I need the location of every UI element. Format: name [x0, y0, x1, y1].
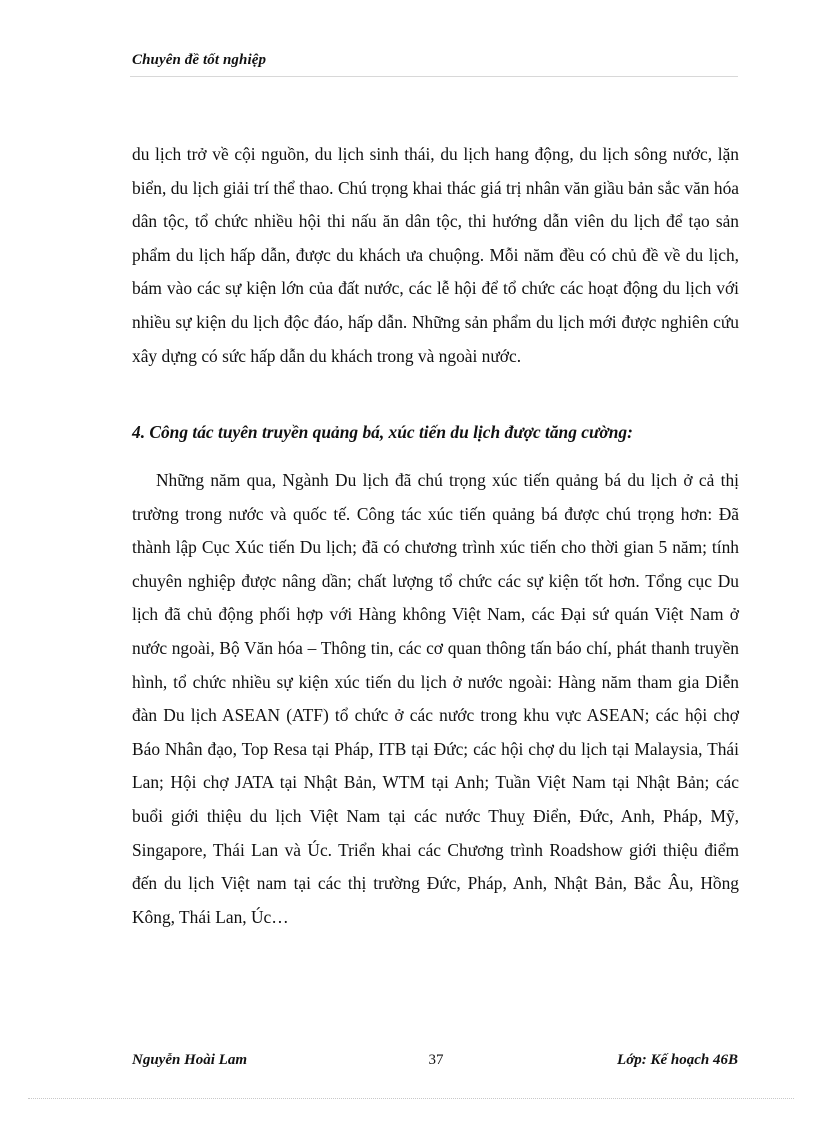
footer-class-label: Lớp: Kế hoạch 46B [617, 1052, 738, 1068]
body-paragraph-2: Những năm qua, Ngành Du lịch đã chú trọng xúc tiến quảng bá du lịch ở cả thị trường trong nước và quốc tế. Công tác xúc tiến quảng bá được chú trọng hơn: Đã thành lập Cục Xúc tiến Du lịch; đã có chương trình xúc tiến cho thời gian 5 năm; tính chuyên nghiệp được nâng dần; chất lượng tổ chức các sự kiện tốt hơn. Tổng cục Du lịch đã chủ động phối hợp với Hàng không Việt Nam, các Đại sứ quán Việt Nam ở nước ngoài, Bộ Văn hóa – Thông tin, các cơ quan thông tấn báo chí, phát thanh truyền hình, tổ chức nhiều sự kiện xúc tiến du lịch ở nước ngoài: Hàng năm tham gia Diễn đàn Du lịch ASEAN (ATF) tổ chức ở các nước trong khu vực ASEAN; các hội chợ Báo Nhân đạo, Top Resa tại Pháp, ITB tại Đức; các hội chợ du lịch tại Malaysia, Thái Lan; Hội chợ JATA tại Nhật Bản, WTM tại Anh; Tuần Việt Nam tại Nhật Bản; các buổi giới thiệu du lịch Việt Nam tại các nước Thuỵ Điển, Đức, Anh, Pháp, Mỹ, Singapore, Thái Lan và Úc. Triển khai các Chương trình Roadshow giới thiệu điểm đến du lịch Việt nam tại các thị trường Đức, Pháp, Anh, Nhật Bản, Bắc Âu, Hồng Kông, Thái Lan, Úc… [132, 470, 739, 927]
header-divider [130, 76, 738, 77]
page-header-title: Chuyên đề tốt nghiệp [132, 52, 267, 68]
body-paragraph-1: du lịch trở về cội nguồn, du lịch sinh thái, du lịch hang động, du lịch sông nước, lặn biển, du lịch giải trí thể thao. Chú trọng khai thác giá trị nhân văn giầu bản sắc văn hóa dân tộc, tổ chức nhiều hội thi nấu ăn dân tộc, thi hướng dẫn viên du lịch để tạo sản phẩm du lịch hấp dẫn, được du khách ưa chuộng. Mỗi năm đều có chủ đề về du lịch, bám vào các sự kiện lớn của đất nước, các lễ hội để tổ chức các hoạt động du lịch với nhiều sự kiện du lịch độc đáo, hấp dẫn. Những sản phẩm du lịch mới được nghiên cứu xây dựng có sức hấp dẫn du khách trong và ngoài nước. [132, 144, 739, 366]
page-bottom-border [28, 1098, 794, 1099]
footer-author: Nguyễn Hoài Lam [132, 1052, 247, 1068]
footer-page-number: 37 [428, 1052, 444, 1068]
page-footer [132, 1052, 738, 1076]
section-heading: 4. Công tác tuyên truyền quảng bá, xúc tiến du lịch được tăng cường: [132, 422, 633, 442]
